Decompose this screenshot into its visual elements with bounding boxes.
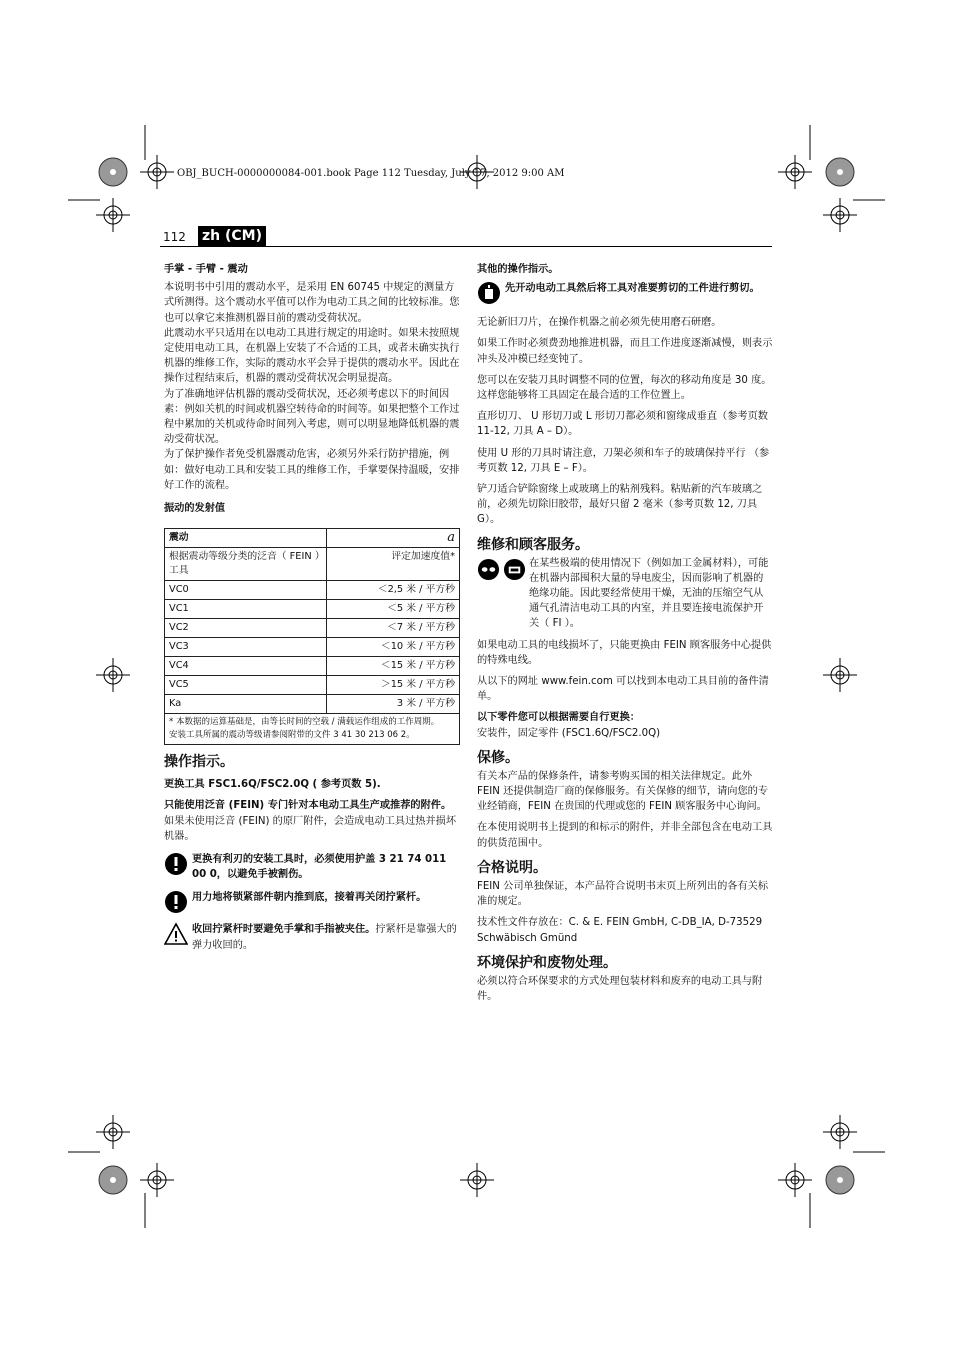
vibration-para-3: 为了准确地评估机器的震动受荷状况，还必须考虑以下的时间因素：例如关机的时间或机器空转待命的时间等。如果把整个工作过程中累加的关机或待命时间列入考虑，则可以明显地降低机器的震动受荷状况。 bbox=[164, 388, 460, 446]
conformity-text-1: FEIN 公司单独保证，本产品符合说明书末页上所列出的各有关标准的规定。 bbox=[477, 880, 769, 908]
table-cell-class: VC4 bbox=[165, 657, 327, 676]
exclamation-icon bbox=[164, 890, 188, 914]
operation-title: 操作指示。 bbox=[164, 754, 234, 771]
warning-lock-text: 用力地将锁紧部件朝内推到底，接着再关闭拧紧杆。 bbox=[192, 892, 427, 904]
service-warning bbox=[477, 556, 773, 632]
eye-protection-icon bbox=[477, 558, 500, 581]
table-note-1: * 本数据的运算基础是，由等长时间的空载 / 满载运作组成的工作周期。 bbox=[169, 717, 440, 728]
para-scraper: 铲刀适合铲除窗缘上或玻璃上的粘剂残料。粘贴新的汽车玻璃之前，必须先切除旧胶带，最好只留 2 毫米（参考页数 12, 刀具 G）。 bbox=[477, 484, 763, 526]
accessory-note bbox=[164, 798, 460, 844]
caution-lever-rest: 拧紧杆是靠强大的弹力收回的。 bbox=[192, 924, 457, 951]
table-cell-value: ＜5 米 / 平方秒 bbox=[327, 600, 460, 619]
table-row bbox=[165, 619, 460, 638]
page-number: 112 bbox=[163, 230, 186, 244]
table-cell-class: VC3 bbox=[165, 638, 327, 657]
table-cell-value: 3 米 / 平方秒 bbox=[327, 695, 460, 714]
table-row bbox=[165, 657, 460, 676]
header-rule bbox=[160, 246, 772, 247]
table-notes bbox=[165, 714, 460, 745]
table-header-a: a bbox=[327, 529, 460, 548]
right-column bbox=[477, 260, 773, 1010]
vibration-para-1: 本说明书中引用的震动水平，是采用 EN 60745 中规定的测量方式所测得。这个震动水平值可以作为电动工具之间的比较标准。您也可以拿它来推测机器目前的震动受荷状况。 bbox=[164, 282, 460, 324]
table-cell-value: ＜10 米 / 平方秒 bbox=[327, 638, 460, 657]
service-text-1: 在某些极端的使用情况下（例如加工金属材料），可能在机器内部囤积大量的导电废尘，因而影响了机器的绝缘功能。因此要经常使用干燥，无油的压缩空气从通气孔清洁电动工具的内室，并且要连接电流保护开关（ FI ）。 bbox=[529, 557, 769, 630]
table-row bbox=[165, 638, 460, 657]
caution-lever-bold: 收回拧紧杆时要避免手掌和手指被夹住。 bbox=[192, 924, 376, 936]
table-row bbox=[165, 581, 460, 600]
table-cell-class: Ka bbox=[165, 695, 327, 714]
table-row bbox=[165, 676, 460, 695]
left-column bbox=[164, 260, 460, 961]
para-position: 您可以在安装刀具时调整不同的位置，每次的移动角度是 30 度。这样您能够将工具固定在最合适的工作位置上。 bbox=[477, 374, 772, 402]
warranty-title: 保修。 bbox=[477, 749, 519, 766]
table-cell-value: ＜15 米 / 平方秒 bbox=[327, 657, 460, 676]
warning-blade-text: 更换有利刃的安装工具时，必须使用护盖 3 21 74 011 00 0，以避免手被割伤。 bbox=[192, 854, 447, 881]
other-ops-title: 其他的操作指示。 bbox=[477, 264, 559, 275]
instruction-cut bbox=[477, 281, 773, 305]
vibration-para-4: 为了保护操作者免受机器震动危害，必须另外采行防护措施，例如：做好电动工具和安装工具的维修工作，手掌要保持温暖，安排好工作的流程。 bbox=[164, 449, 460, 491]
table-row bbox=[165, 695, 460, 714]
power-plug-icon bbox=[503, 558, 526, 581]
table-cell-class: VC2 bbox=[165, 619, 327, 638]
accessory-note-rest: 如果未使用泛音 (FEIN) 的原厂附件，会造成电动工具过热并损坏机器。 bbox=[164, 815, 457, 842]
vibration-para-2: 此震动水平只适用在以电动工具进行规定的用途时。如果未按照规定使用电动工具，在机器上安装了不合适的工具，或者未确实执行机器的维修工作，实际的震动水平会异于提供的震动水平。因此在操作过程结束后，机器的震动受荷状况会明显提高。 bbox=[164, 327, 460, 385]
file-info-line: OBJ_BUCH-0000000084-001.book Page 112 Tuesday, July 17, 2012 9:00 AM bbox=[177, 168, 565, 179]
conformity-text-2: 技术性文件存放在：C. & E. FEIN GmbH, C-DB_IA, D-73529 Schwäbisch Gmünd bbox=[477, 917, 763, 944]
vibration-title: 手掌 - 手臂 - 震动 bbox=[164, 264, 248, 275]
table-cell-class: VC0 bbox=[165, 581, 327, 600]
table-row bbox=[165, 600, 460, 619]
warranty-text-1: 有关本产品的保修条件，请参考购买国的相关法律规定。此外 FEIN 还提供制造厂商的保修服务。有关保修的细节，请向您的专业经销商，FEIN 在贵国的代理或您的 FEIN 顾客服务中心询问。 bbox=[477, 770, 769, 813]
table-sub-1: 根据震动等级分类的泛音（ FEIN ）工具 bbox=[165, 548, 327, 581]
para-straight-blade: 直形切刀、 U 形切刀或 L 形切刀都必须和窗缘成垂直（参考页数 11-12, 刀具 A – D）。 bbox=[477, 411, 768, 438]
read-manual-icon bbox=[477, 281, 501, 305]
table-cell-class: VC1 bbox=[165, 600, 327, 619]
warning-triangle-icon bbox=[164, 922, 188, 946]
caution-lever-text bbox=[192, 922, 460, 952]
warning-lock bbox=[164, 890, 460, 914]
service-icons bbox=[477, 558, 529, 581]
vibration-table bbox=[164, 528, 460, 745]
tool-change-title: 更换工具 FSC1.6Q/FSC2.0Q ( 参考页数 5). bbox=[164, 779, 381, 791]
caution-lever bbox=[164, 922, 460, 952]
environment-title: 环境保护和废物处理。 bbox=[477, 954, 617, 971]
table-sub-2: 评定加速度值* bbox=[327, 548, 460, 581]
emission-title: 振动的发射值 bbox=[164, 503, 226, 515]
language-tag: zh (CM) bbox=[198, 226, 266, 246]
table-header-vibration: 震动 bbox=[165, 529, 327, 548]
instruction-cut-text: 先开动电动工具然后将工具对准要剪切的工件进行剪切。 bbox=[505, 283, 760, 295]
replaceable-parts-list: 安装件，固定零件 (FSC1.6Q/FSC2.0Q) bbox=[477, 727, 661, 739]
service-text-3: 从以下的网址 www.fein.com 可以找到本电动工具目前的备件清单。 bbox=[477, 676, 769, 703]
para-sharpen: 无论新旧刀片，在操作机器之前必须先使用磨石研磨。 bbox=[477, 317, 722, 329]
table-cell-class: VC5 bbox=[165, 676, 327, 695]
exclamation-icon bbox=[164, 852, 188, 876]
para-u-blade: 使用 U 形的刀具时请注意，刀架必须和车子的玻璃保持平行 （参考页数 12, 刀具 E – F）。 bbox=[477, 447, 770, 474]
table-note-2: 安装工具所属的震动等级请参阅附带的文件 3 41 30 213 06 2。 bbox=[169, 730, 415, 741]
table-cell-value: ＜7 米 / 平方秒 bbox=[327, 619, 460, 638]
accessory-note-bold: 只能使用泛音 (FEIN) 专门针对本电动工具生产或推荐的附件。 bbox=[164, 800, 452, 812]
table-cell-value: ＜2,5 米 / 平方秒 bbox=[327, 581, 460, 600]
warning-blade-cover bbox=[164, 852, 460, 882]
replaceable-parts-title: 以下零件您可以根据需要自行更换： bbox=[477, 712, 640, 724]
warranty-text-2: 在本使用说明书上提到的和标示的附件，并非全部包含在电动工具的供货范围中。 bbox=[477, 822, 773, 849]
table-cell-value: ＞15 米 / 平方秒 bbox=[327, 676, 460, 695]
para-dull: 如果工作时必须费劲地推进机器，而且工作进度逐渐减慢，则表示冲头及冲模已经变钝了。 bbox=[477, 338, 773, 365]
service-text-2: 如果电动工具的电线损坏了，只能更换由 FEIN 顾客服务中心提供的特殊电线。 bbox=[477, 639, 772, 666]
conformity-title: 合格说明。 bbox=[477, 859, 547, 876]
environment-text: 必须以符合环保要求的方式处理包装材料和废弃的电动工具与附件。 bbox=[477, 975, 763, 1002]
service-title: 维修和顾客服务。 bbox=[477, 536, 589, 553]
